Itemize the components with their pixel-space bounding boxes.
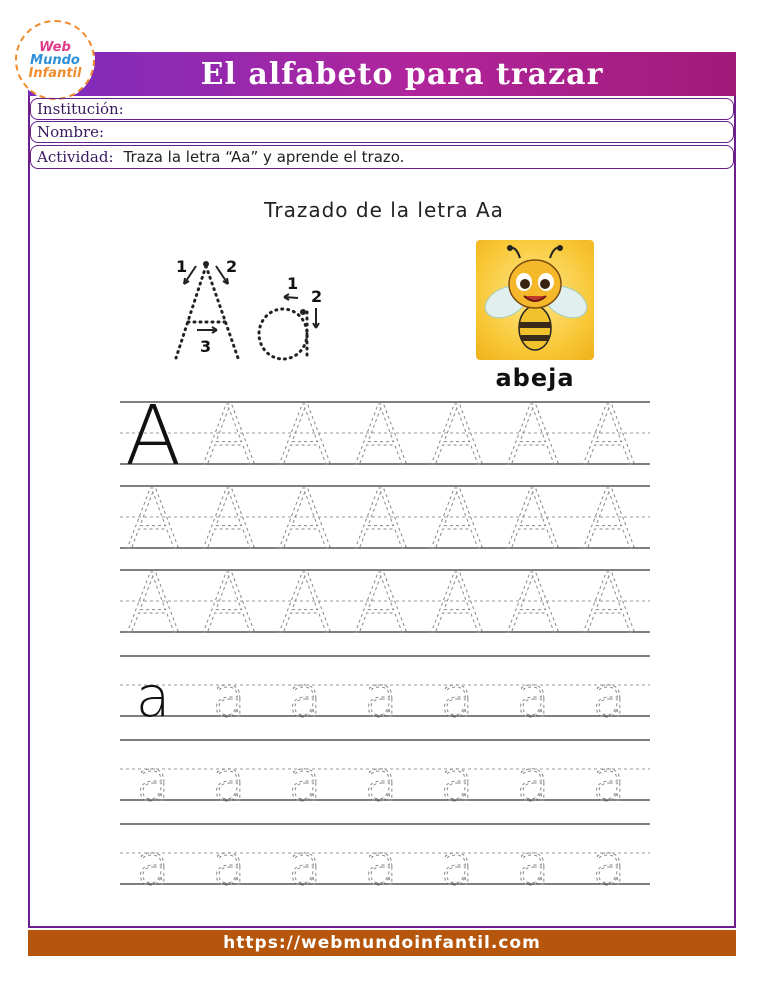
- trace-letter-upper: A: [580, 557, 638, 652]
- trace-letter-upper: A: [276, 473, 334, 568]
- trace-letter-upper: A: [352, 557, 410, 652]
- trace-letter-lower: a: [363, 749, 399, 814]
- model-letter-lower: a: [135, 665, 171, 730]
- logo-line-2: Mundo: [30, 52, 80, 68]
- trace-letter-upper: A: [504, 473, 562, 568]
- trace-letter-lower: a: [439, 749, 475, 814]
- page-title: El alfabeto para trazar: [200, 56, 604, 92]
- trace-letter-lower: a: [135, 833, 171, 898]
- trace-letter-lower: a: [515, 749, 551, 814]
- trace-letter-lower: a: [363, 665, 399, 730]
- trace-letter-lower: a: [211, 833, 247, 898]
- trace-letter-upper: A: [124, 557, 182, 652]
- institution-label: Institución:: [37, 100, 124, 118]
- trace-letter-lower: a: [439, 833, 475, 898]
- trace-letter-upper: A: [276, 557, 334, 652]
- trace-letter-lower: a: [211, 749, 247, 814]
- upper-step-3: 3: [200, 337, 212, 356]
- trace-letter-upper: A: [504, 557, 562, 652]
- trace-letter-upper: A: [580, 389, 638, 484]
- trace-letter-upper: A: [200, 473, 258, 568]
- trace-letter-lower: a: [287, 749, 323, 814]
- logo-line-1: Web: [39, 39, 71, 55]
- trace-letter-lower: a: [439, 665, 475, 730]
- trace-letter-lower: a: [363, 833, 399, 898]
- trace-letter-lower: a: [515, 833, 551, 898]
- trace-letter-upper: A: [200, 389, 258, 484]
- upper-step-2: 2: [226, 257, 238, 276]
- trace-letter-upper: A: [200, 557, 258, 652]
- trace-letter-upper: A: [504, 389, 562, 484]
- trace-letter-upper: A: [352, 473, 410, 568]
- section-title: Trazado de la letra Aa: [264, 198, 504, 222]
- name-label: Nombre:: [37, 123, 105, 141]
- trace-letter-lower: a: [591, 833, 627, 898]
- trace-letter-lower: a: [287, 665, 323, 730]
- logo-line-3: Infantil: [28, 65, 82, 81]
- trace-letter-lower: a: [287, 833, 323, 898]
- trace-letter-upper: A: [276, 389, 334, 484]
- trace-letter-upper: A: [580, 473, 638, 568]
- trace-letter-upper: A: [124, 473, 182, 568]
- lower-step-1: 1: [287, 274, 299, 293]
- activity-label: Actividad:: [37, 148, 114, 166]
- model-letter-upper: A: [124, 389, 182, 484]
- lower-step-2: 2: [311, 287, 323, 306]
- upper-step-1: 1: [176, 257, 188, 276]
- trace-letter-lower: a: [591, 749, 627, 814]
- trace-letter-upper: A: [428, 473, 486, 568]
- footer-url[interactable]: https://webmundoinfantil.com: [223, 933, 541, 953]
- trace-letter-lower: a: [591, 665, 627, 730]
- trace-letter-upper: A: [428, 389, 486, 484]
- trace-letter-lower: a: [515, 665, 551, 730]
- trace-letter-lower: a: [211, 665, 247, 730]
- footer-bar: [28, 930, 736, 956]
- picture-word: abeja: [495, 364, 575, 392]
- trace-letter-upper: A: [428, 557, 486, 652]
- activity-text: Traza la letra “Aa” y aprende el trazo.: [123, 148, 405, 166]
- trace-letter-lower: a: [135, 749, 171, 814]
- trace-letter-upper: A: [352, 389, 410, 484]
